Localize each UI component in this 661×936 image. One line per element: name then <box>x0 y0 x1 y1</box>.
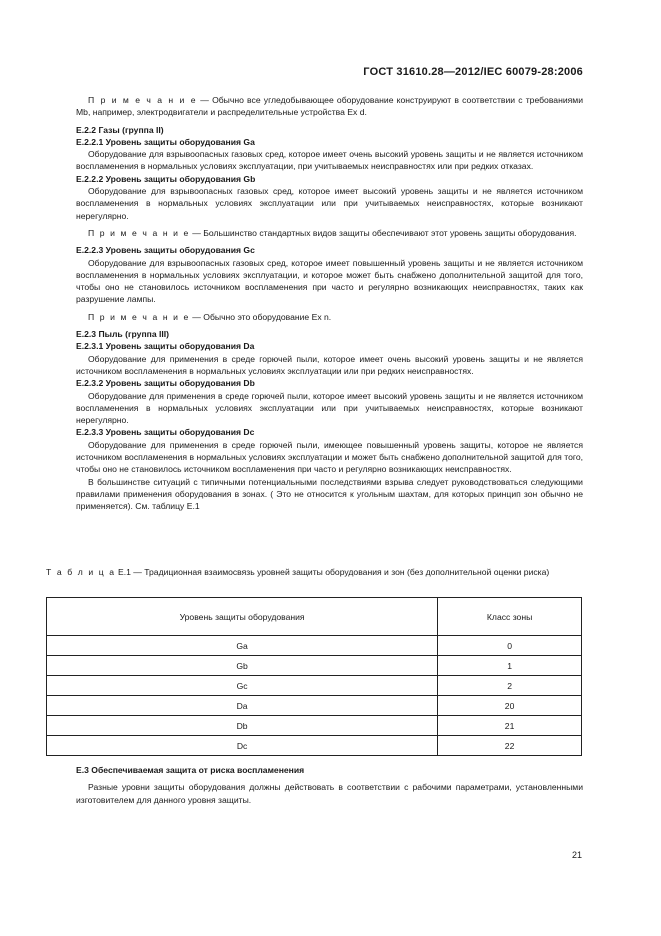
paragraph: Оборудование для применения в среде горючей пыли, которое имеет очень высокий уровень защиты и не является источником воспламенения в нормальных условиях эксплуатации или при редких неисправностях. <box>76 353 583 376</box>
main-text <box>76 94 583 513</box>
table-cell: 20 <box>438 696 582 716</box>
table-cell: 2 <box>438 676 582 696</box>
section-e3 <box>76 764 583 806</box>
table-cell: Ga <box>47 636 438 656</box>
note-label: П р и м е ч а н и е <box>88 95 198 105</box>
note-text: — Большинство стандартных видов защиты обеспечивают этот уровень защиты оборудования. <box>189 227 577 238</box>
table-caption <box>46 566 582 578</box>
note-gc <box>76 311 583 323</box>
table-caption-label: Т а б л и ц а <box>46 567 116 577</box>
note-text: — Обычно все угледобывающее оборудование конструируют в соответствии с требованиями Mb, например, электродвигатели и распределительные устройства Ex d. <box>76 95 583 118</box>
note-label: П р и м е ч а н и е <box>88 311 190 322</box>
section-heading: Е.2.3 Пыль (группа III) <box>76 329 170 340</box>
table-row <box>47 716 582 736</box>
note-label: П р и м е ч а н и е <box>88 227 190 238</box>
section-heading: Е.2.3.2 Уровень защиты оборудования Db <box>76 378 255 389</box>
note-mining <box>76 94 583 119</box>
table-cell: 0 <box>438 636 582 656</box>
table-row <box>47 636 582 656</box>
table-cell: Dc <box>47 736 438 756</box>
paragraph: В большинстве ситуаций с типичными потенциальными последствиями взрыва следует руководствоваться следующими правилами применения оборудования в зонах. ( Это не относится к угольным шахтам, для которых принцип зон обычно не применяется). См. таблицу Е.1 <box>76 476 583 512</box>
paragraph: Оборудование для применения в среде горючей пыли, имеющее повышенный уровень защиты, которое не является источником воспламенения в нормальных условиях эксплуатации и может быть снабжено дополнительной защитой для того, чтобы оно не становилось источником воспламенения при часто и регулярно возникающих неисправностях. <box>76 439 583 475</box>
table-row <box>47 696 582 716</box>
table-cell: Da <box>47 696 438 716</box>
section-heading: Е.2.2.1 Уровень защиты оборудования Ga <box>76 136 255 147</box>
table-row <box>47 736 582 756</box>
table-cell: 21 <box>438 716 582 736</box>
table-cell: 1 <box>438 656 582 676</box>
table-cell: Gc <box>47 676 438 696</box>
section-heading: Е.2.3.3 Уровень защиты оборудования Dc <box>76 427 255 438</box>
page-number: 21 <box>571 850 582 860</box>
table-row <box>47 656 582 676</box>
table-header-cell: Уровень защиты оборудования <box>47 598 438 636</box>
paragraph: Оборудование для взрывоопасных газовых сред, которое имеет очень высокий уровень защиты и не является источником воспламенения в нормальных условиях эксплуатации, при учитываемых неисправностях или при редких отказах. <box>76 149 583 172</box>
table-row <box>47 676 582 696</box>
paragraph: Разные уровни защиты оборудования должны действовать в соответствии с рабочими параметрами, установленными изготовителем для данного уровня защиты. <box>76 782 583 805</box>
zone-table <box>46 597 582 756</box>
paragraph: Оборудование для взрывоопасных газовых сред, которое имеет повышенный уровень защиты и не является источником воспламенения в нормальных условиях эксплуатации, и которое может быть снабжено дополнительной защитой для того, чтобы оно не становилось источником воспламенения при часто и регулярно возникающих неисправностях, таких как разрушение лампы. <box>76 257 583 305</box>
section-heading: Е.2.2 Газы (группа II) <box>76 124 164 135</box>
note-text: — Обычно это оборудование Ex n. <box>189 311 332 322</box>
paragraph: Оборудование для взрывоопасных газовых сред, которое имеет высокий уровень защиты и не является источником воспламенения в нормальных условиях эксплуатации или при учитываемых неисправностях, которые возникают нерегулярно. <box>76 186 583 221</box>
section-heading: Е.2.3.1 Уровень защиты оборудования Da <box>76 341 255 352</box>
table-cell: 22 <box>438 736 582 756</box>
table-caption-text: Е.1 — Традиционная взаимосвязь уровней защиты оборудования и зон (без дополнительной оценки риска) <box>115 567 550 577</box>
section-heading: Е.2.2.3 Уровень защиты оборудования Gc <box>76 245 255 256</box>
paragraph: Оборудование для применения в среде горючей пыли, которое имеет высокий уровень защиты и не является источником воспламенения в нормальных условиях эксплуатации или при учитываемых неисправностях, которые возникают нерегулярно. <box>76 390 583 426</box>
table-cell: Gb <box>47 656 438 676</box>
table-cell: Db <box>47 716 438 736</box>
section-heading: Е.3 Обеспечиваемая защита от риска воспламенения <box>76 765 305 775</box>
table-header-row <box>47 598 582 636</box>
note-gb <box>76 227 583 239</box>
table-header-cell: Класс зоны <box>438 598 582 636</box>
document-header: ГОСТ 31610.28—2012/IEC 60079-28:2006 <box>363 66 583 78</box>
section-heading: Е.2.2.2 Уровень защиты оборудования Gb <box>76 173 256 184</box>
